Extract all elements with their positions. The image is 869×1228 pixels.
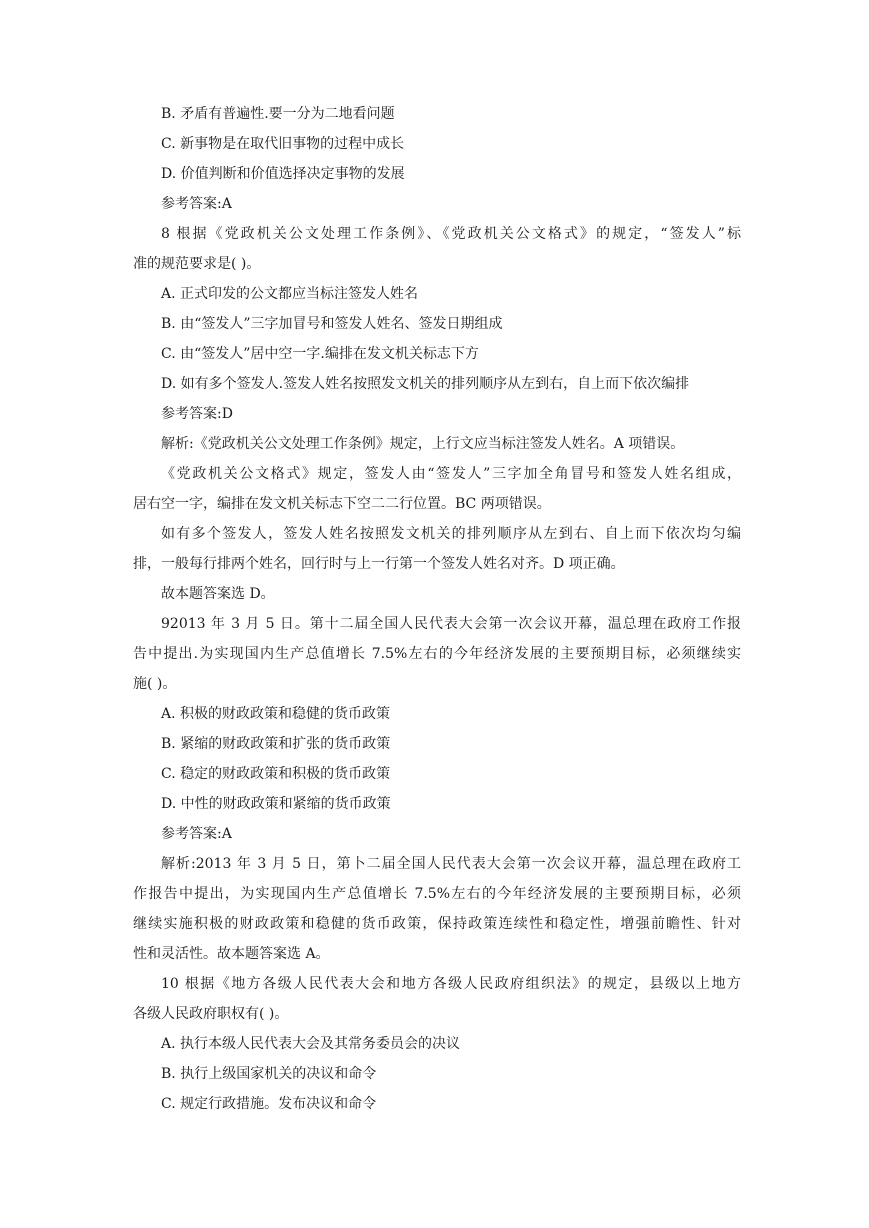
- option-b: B. 紧缩的财政政策和扩张的货币政策: [161, 736, 391, 752]
- question-9-line: 告中提出.为实现国内生产总值增长 7.5%左右的今年经济发展的主要预期目标，必须继续实: [133, 646, 741, 662]
- analysis-line: 如有多个签发人，签发人姓名按照发文机关的排列顺序从左到右、自上而下依次均匀编: [161, 526, 741, 542]
- option-a: A. 正式印发的公文都应当标注签发人姓名: [161, 286, 419, 302]
- option-a: A. 执行本级人民代表大会及其常务委员会的决议: [161, 1036, 461, 1052]
- option-c: C. 新事物是在取代旧事物的过程中成长: [161, 136, 405, 152]
- analysis-line: 解析:《党政机关公文处理工作条例》规定，上行文应当标注签发人姓名。A 项错误。: [161, 436, 685, 452]
- answer-line: 参考答案:D: [161, 406, 233, 422]
- analysis-line: 继续实施积极的财政政策和稳健的货币政策，保持政策连续性和稳定性，增强前瞻性、针对: [133, 916, 741, 932]
- option-b: B. 矛盾有普遍性.要一分为二地看问题: [161, 106, 395, 122]
- option-d: D. 价值判断和价值选择决定事物的发展: [161, 166, 405, 182]
- analysis-line: 作报告中提出，为实现国内生产总值增长 7.5%左右的今年经济发展的主要预期目标，必须: [133, 886, 741, 902]
- analysis-line: 性和灵活性。故本题答案选 A。: [133, 946, 330, 962]
- analysis-line: 居右空一字，编排在发文机关标志下空二二行位置。BC 两项错误。: [133, 496, 551, 512]
- option-c: C. 稳定的财政政策和积极的货币政策: [161, 766, 391, 782]
- option-a: A. 积极的财政政策和稳健的货币政策: [161, 706, 391, 722]
- answer-line: 参考答案:A: [161, 196, 232, 212]
- analysis-line: 《党政机关公文格式》规定，签发人由“签发人”三字加全角冒号和签发人姓名组成，: [161, 466, 741, 482]
- option-b: B. 由“签发人”三字加冒号和签发人姓名、签发日期组成: [161, 316, 503, 332]
- question-9-line: 92013 年 3 月 5 日。第十二届全国人民代表大会第一次会议开幕，温总理在政府工作报: [161, 616, 741, 632]
- option-c: C. 由“签发人”居中空一字.编排在发文机关标志下方: [161, 346, 479, 362]
- analysis-line: 解析:2013 年 3 月 5 日，第卜二届全国人民代表大会第一次会议开幕，温总理在政府工: [161, 856, 741, 872]
- question-10-line: 10 根据《地方各级人民代表大会和地方各级人民政府组织法》的规定，县级以上地方: [161, 976, 741, 992]
- question-9-line: 施( )。: [133, 676, 177, 692]
- question-8-line: 8 根据《党政机关公文处理工作条例》、《党政机关公文格式》的规定，“签发人”标: [161, 226, 741, 242]
- option-b: B. 执行上级国家机关的决议和命令: [161, 1066, 377, 1082]
- option-d: D. 中性的财政政策和紧缩的货币政策: [161, 796, 391, 812]
- question-10-line: 各级人民政府职权有( )。: [133, 1006, 289, 1022]
- option-c: C. 规定行政措施。发布决议和命令: [161, 1096, 377, 1112]
- answer-conclusion: 故本题答案选 D。: [161, 586, 275, 602]
- option-d: D. 如有多个签发人.签发人姓名按照发文机关的排列顺序从左到右，自上而下依次编排: [161, 376, 690, 392]
- answer-line: 参考答案:A: [161, 826, 232, 842]
- question-8-line: 准的规范要求是( )。: [133, 256, 261, 272]
- analysis-line: 排，一般每行排两个姓名，回行时与上一行第一个签发人姓名对齐。D 项正确。: [133, 556, 625, 572]
